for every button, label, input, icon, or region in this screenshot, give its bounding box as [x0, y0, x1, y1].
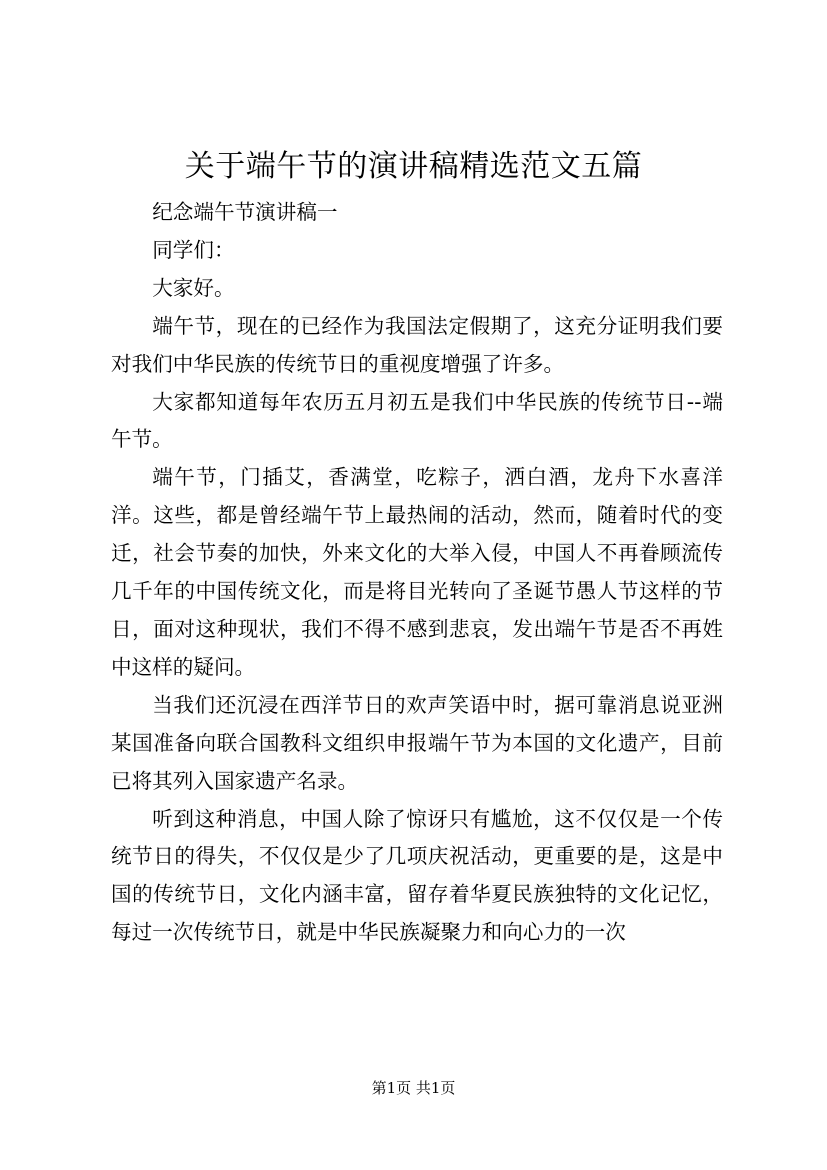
document-title: 关于端午节的演讲稿精选范文五篇	[184, 149, 643, 184]
paragraph: 端午节，现在的已经作为我国法定假期了，这充分证明我们要对我们中华民族的传统节日的重视度增强了许多。	[111, 313, 723, 376]
document-body	[111, 194, 723, 952]
paragraph: 大家都知道每年农历五月初五是我们中华民族的传统节日--端午节。	[111, 389, 723, 452]
paragraph: 纪念端午节演讲稿一	[152, 200, 338, 224]
page-number-footer: 第1页 共1页	[371, 1079, 456, 1097]
paragraph: 听到这种消息，中国人除了惊讶只有尴尬，这不仅仅是一个传统节日的得失，不仅仅是少了几项庆祝活动，更重要的是，这是中国的传统节日，文化内涵丰富，留存着华夏民族独特的文化记忆，每过一次传统节日，就是中华民族凝聚力和向心力的一次	[111, 806, 723, 945]
paragraph: 端午节，门插艾，香满堂，吃粽子，洒白酒，龙舟下水喜洋洋。这些，都是曾经端午节上最热闹的活动，然而，随着时代的变迁，社会节奏的加快，外来文化的大举入侵，中国人不再眷顾流传几千年的中国传统文化，而是将目光转向了圣诞节愚人节这样的节日，面对这种现状，我们不得不感到悲哀，发出端午节是否不再姓中这样的疑问。	[111, 465, 723, 679]
paragraph: 当我们还沉浸在西洋节日的欢声笑语中时，据可靠消息说亚洲某国准备向联合国教科文组织申报端午节为本国的文化遗产，目前已将其列入国家遗产名录。	[111, 692, 723, 793]
paragraph: 同学们：	[152, 237, 235, 262]
paragraph: 大家好。	[152, 275, 235, 300]
